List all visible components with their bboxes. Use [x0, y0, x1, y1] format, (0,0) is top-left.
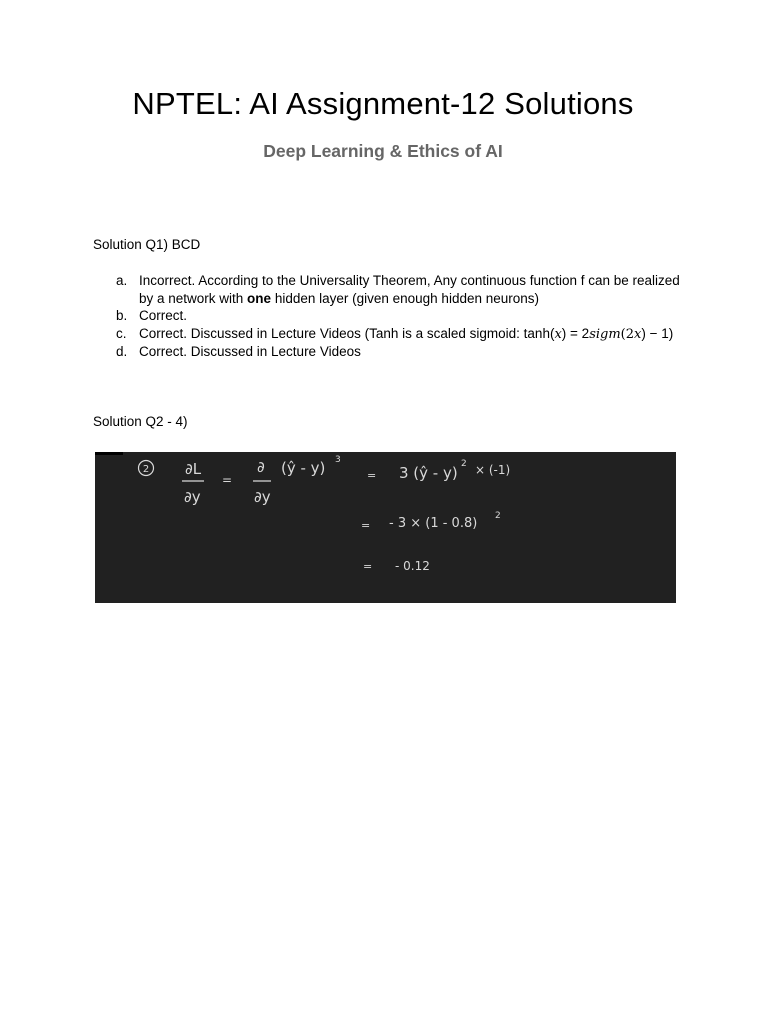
exponent: 3	[335, 455, 341, 465]
answer-marker: c.	[116, 325, 127, 341]
answer-marker: b.	[116, 308, 128, 323]
answer-text: hidden layer (given enough hidden neurons)	[271, 290, 540, 306]
math-variable: x	[634, 326, 642, 342]
page-title: NPTEL: AI Assignment-12 Solutions	[132, 86, 634, 121]
derivative-multiplier: × (-1)	[475, 463, 511, 477]
fraction-numerator-dl: ∂L	[185, 460, 202, 478]
math-variable: x	[554, 326, 562, 342]
q1-answer-c	[93, 325, 683, 344]
equals-sign: =	[363, 560, 373, 573]
answer-bold-text: one	[247, 290, 272, 306]
fraction-numerator-d: ∂	[257, 458, 265, 476]
answer-marker: a.	[116, 273, 128, 288]
equals-sign: =	[367, 469, 377, 482]
final-answer: - 0.12	[395, 559, 430, 573]
substituted-value: - 3 × (1 - 0.8)	[389, 516, 478, 531]
exponent: 2	[461, 459, 467, 469]
answer-text: Incorrect. According to the Universality Theorem, Any continuous function f can be realized by a network with	[139, 273, 680, 306]
equals-sign: =	[361, 519, 371, 532]
answer-text: Correct. Discussed in Lecture Videos	[139, 344, 361, 359]
q1-answer-b	[93, 307, 683, 325]
handwritten-solution-board	[95, 452, 676, 603]
circled-number: 2	[142, 464, 150, 475]
page-subtitle: Deep Learning & Ethics of AI	[263, 141, 503, 161]
answer-text: Correct. Discussed in Lecture Videos (Tanh is a scaled sigmoid: tanh(	[139, 325, 555, 341]
q1-answer-list	[93, 272, 683, 361]
fraction-denominator-dy: ∂y	[184, 488, 201, 506]
equals-sign: =	[222, 473, 233, 487]
q1-heading: Solution Q1) BCD	[93, 237, 201, 252]
derivative-result: 3 (ŷ - y)	[399, 464, 458, 482]
q1-answer-a	[93, 272, 683, 307]
fraction-denominator-dy: ∂y	[254, 488, 271, 506]
answer-text: ) = 2	[561, 325, 590, 341]
expression-yhat-minus-y: (ŷ - y)	[281, 459, 326, 477]
answer-text: Correct.	[139, 308, 188, 323]
math-text: (2	[620, 326, 635, 342]
q2-heading: Solution Q2 - 4)	[93, 414, 188, 429]
board-drawing	[95, 452, 676, 603]
math-function: sigm	[589, 326, 621, 342]
exponent: 2	[495, 511, 501, 521]
q1-answer-d	[93, 343, 683, 361]
answer-text: ) − 1)	[641, 325, 674, 341]
answer-marker: d.	[116, 344, 128, 359]
